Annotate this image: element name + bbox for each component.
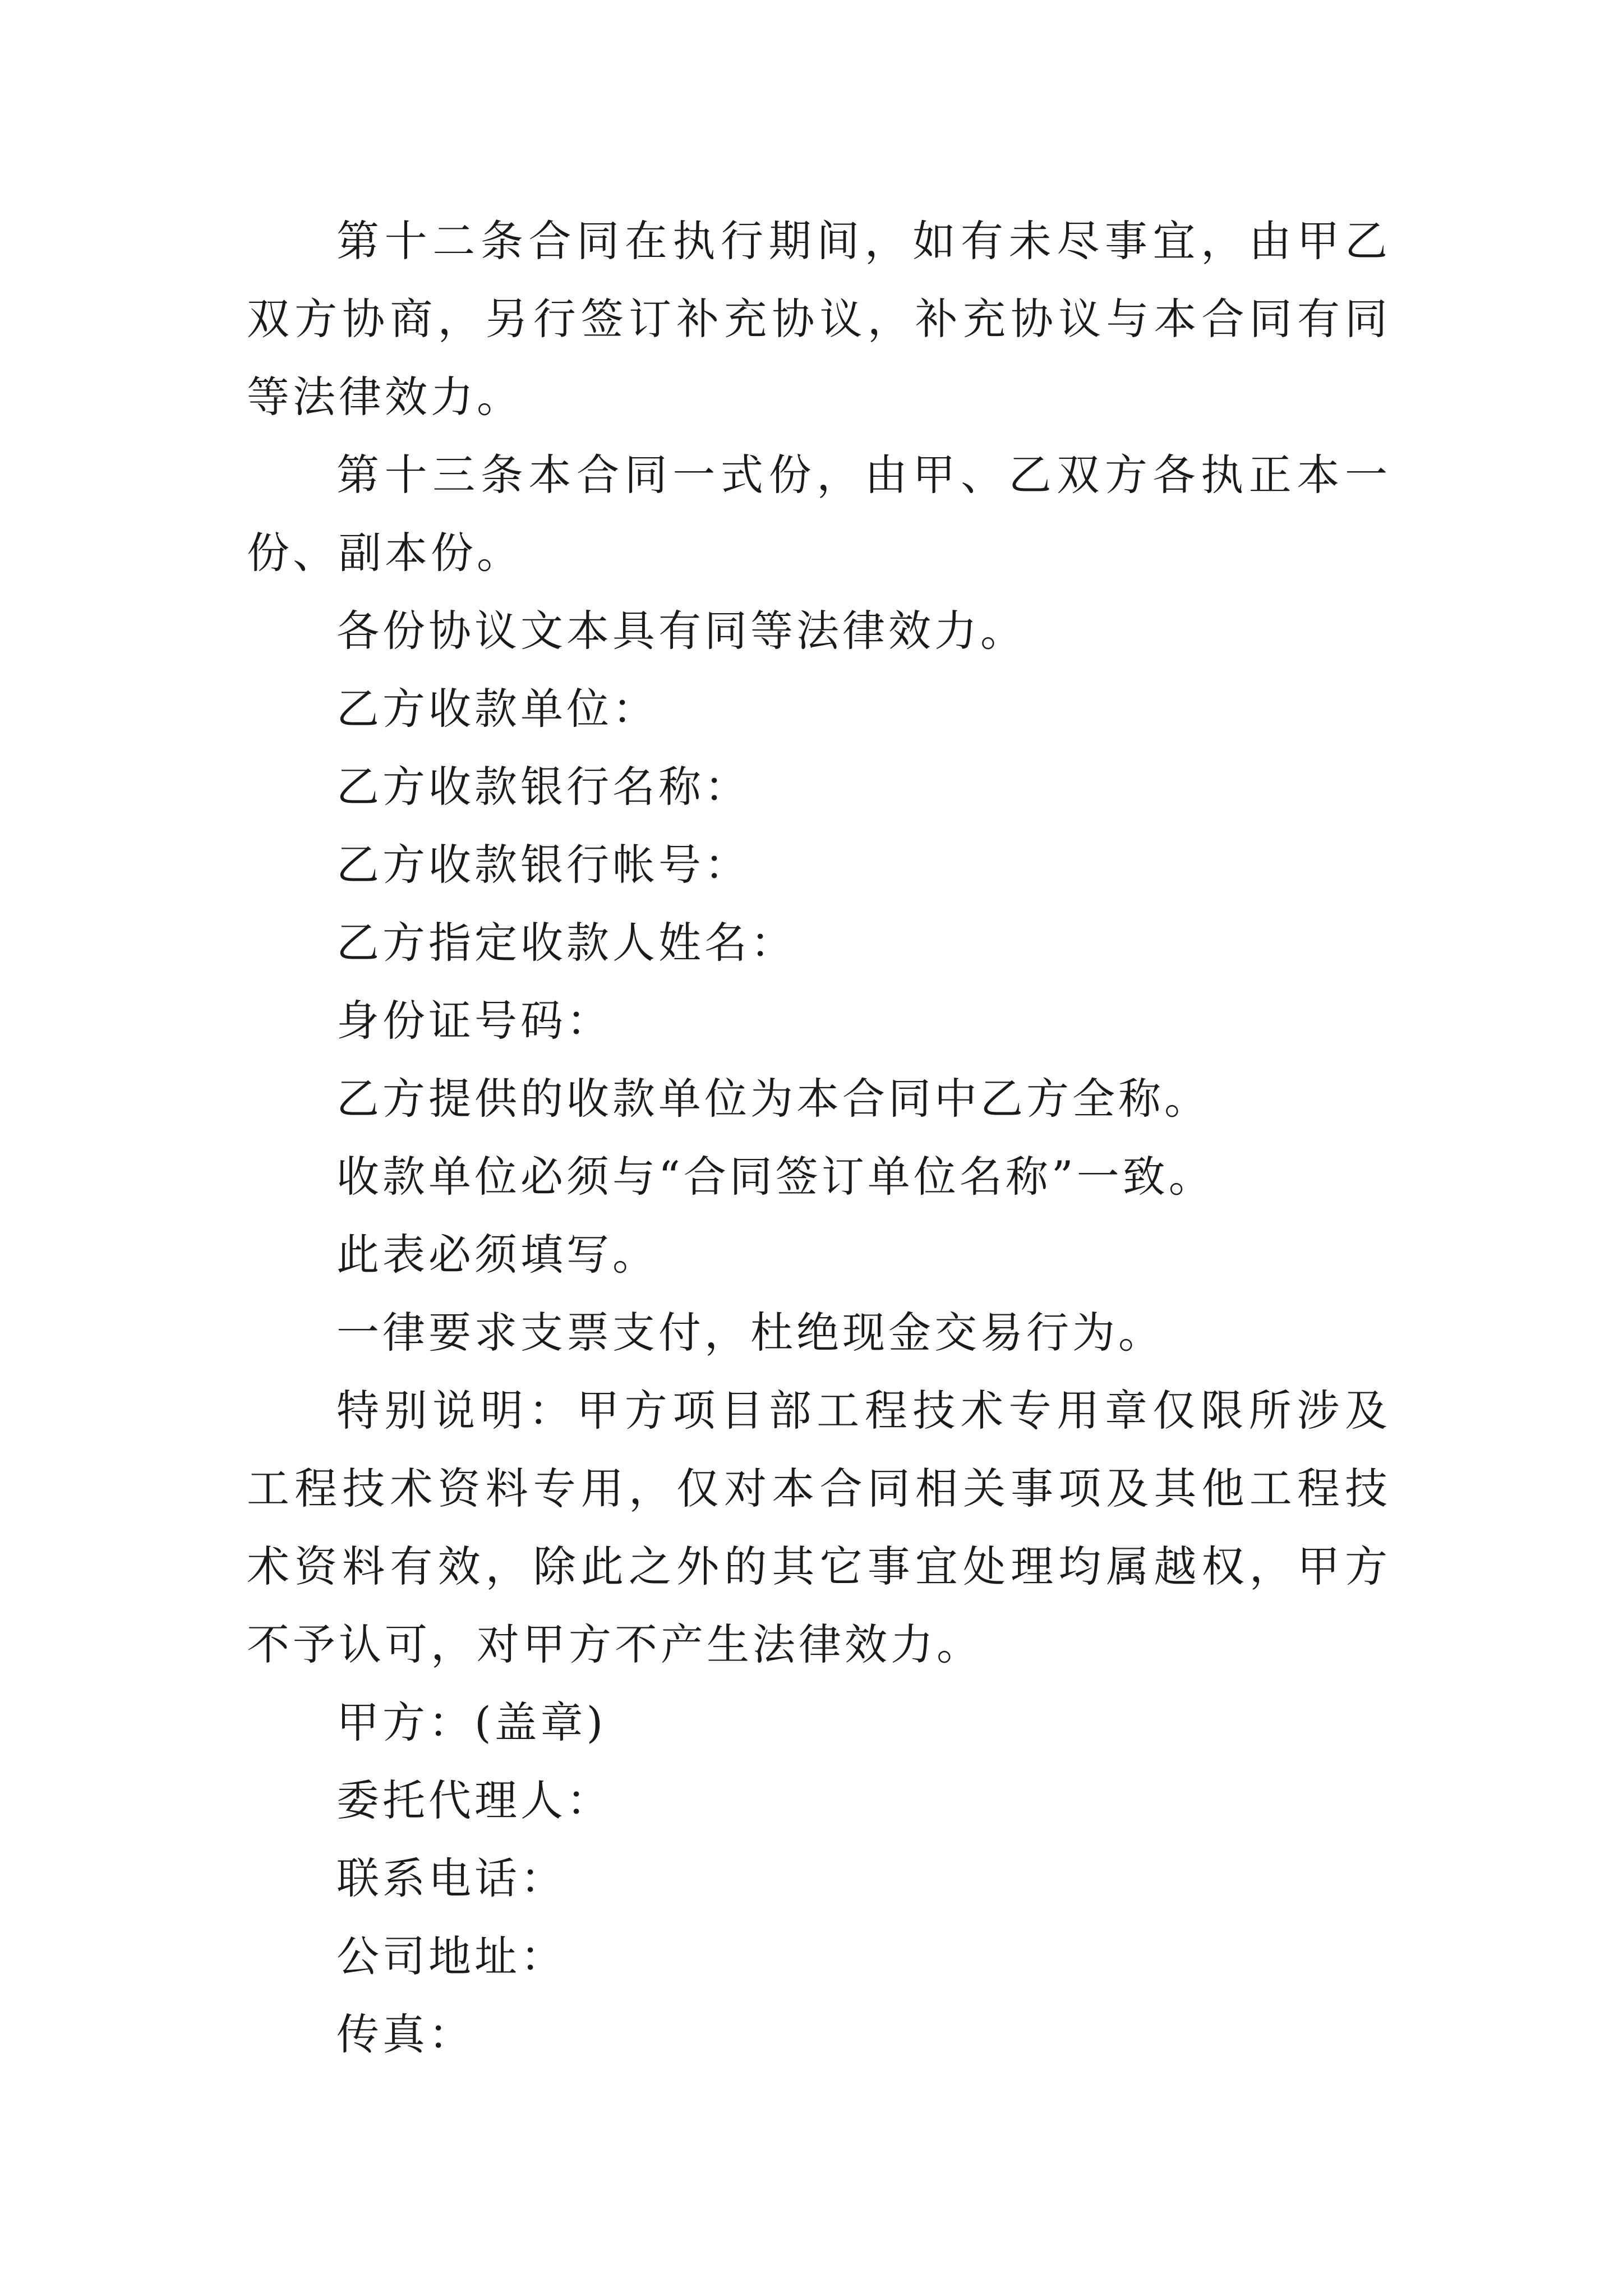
clause-12-paragraph: 第十二条合同在执行期间，如有未尽事宜，由甲乙双方协商，另行签订补充协议，补充协议与本合同有同等法律效力。 [247,216,1391,422]
party-a-seal-line: 甲方：(盖章) [336,1697,607,1747]
form-required-note: 此表必须填写。 [336,1230,658,1280]
payee-person-name-line: 乙方指定收款人姓名： [336,918,796,968]
clause-13-paragraph: 第十三条本合同一式份，由甲、乙双方各执正本一份、副本份。 [247,450,1391,578]
fax-line: 传真： [336,2009,474,2059]
document-body [247,202,1391,2073]
company-address-line: 公司地址： [336,1931,566,1981]
special-statement-paragraph: 特别说明：甲方项目部工程技术专用章仅限所涉及工程技术资料专用，仅对本合同相关事项及其他工程技术资料有效，除此之外的其它事宜处理均属越权，甲方不予认可，对甲方不产生法律效力。 [247,1386,1391,1669]
payee-unit-line: 乙方收款单位： [336,684,658,734]
contact-phone-line: 联系电话： [336,1853,566,1903]
equal-effect-paragraph: 各份协议文本具有同等法律效力。 [336,606,1026,656]
id-number-line: 身份证号码： [336,996,612,1046]
payee-bank-account-line: 乙方收款银行帐号： [336,840,750,890]
payee-bank-name-line: 乙方收款银行名称： [336,762,750,812]
cheque-payment-note: 一律要求支票支付，杜绝现金交易行为。 [336,1308,1164,1358]
authorized-agent-line: 委托代理人： [336,1775,612,1825]
payee-unit-note: 乙方提供的收款单位为本合同中乙方全称。 [336,1074,1210,1124]
payee-unit-consistency-note: 收款单位必须与“合同签订单位名称”一致。 [336,1152,1215,1202]
